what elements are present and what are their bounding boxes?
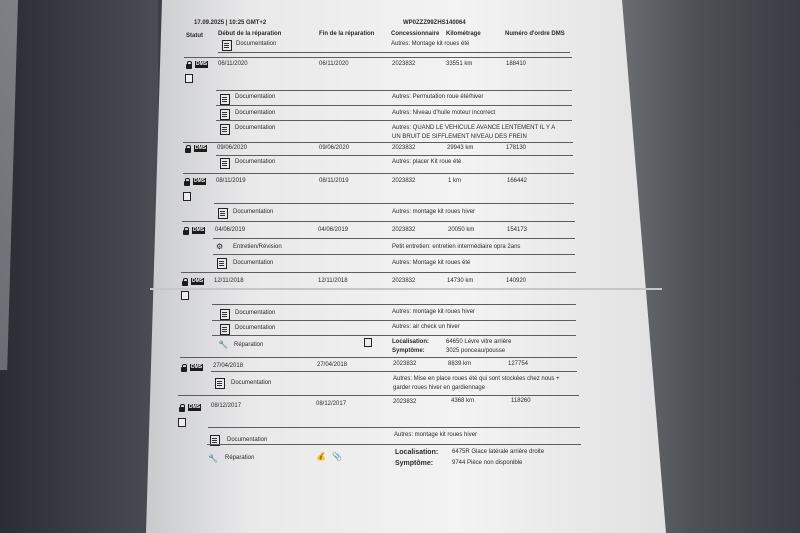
visit-dealer: 2023832 — [392, 61, 416, 67]
row-divider — [216, 120, 572, 121]
paper-fold — [150, 288, 662, 290]
lock-icon — [182, 281, 188, 286]
entry-type: Documentation — [231, 380, 272, 386]
lock-icon — [184, 181, 190, 186]
entry-detail: Autres: montage kit roues hiver — [392, 209, 476, 215]
visit-dealer: 2023832 — [393, 399, 417, 405]
visit-km: 8839 km — [448, 361, 472, 367]
lock-icon — [183, 230, 189, 235]
entry-type: Documentation — [235, 110, 276, 116]
document-icon — [220, 124, 230, 135]
dms-badge: DMS — [195, 145, 207, 151]
symptom-value: 9744 Pièce non disponible — [452, 460, 523, 466]
col-concessionnaire: Concessionnaire — [391, 31, 440, 37]
visit-divider — [184, 57, 572, 58]
lock-icon — [185, 148, 191, 153]
entry-detail-line2: garder roues hiver en gardiennage — [393, 385, 486, 391]
entry-type: Réparation — [225, 455, 255, 461]
row-divider — [207, 444, 581, 445]
visit-divider — [178, 395, 579, 396]
symptom-label: Symptôme: — [395, 460, 434, 467]
col-kilometrage: Kilométrage — [446, 31, 481, 37]
visit-divider — [180, 357, 577, 358]
entry-detail: Autres: placer Kit roue été — [392, 159, 462, 165]
visit-end: 12/11/2018 — [318, 278, 348, 284]
visit-end: 08/12/2017 — [316, 401, 347, 407]
visit-end: 06/11/2020 — [319, 61, 349, 67]
entry-type: Documentation — [235, 94, 276, 100]
visit-dealer: 2023832 — [392, 278, 416, 284]
row-divider — [218, 52, 570, 53]
document-icon — [220, 94, 230, 105]
document-icon — [181, 291, 189, 300]
background-left — [0, 0, 158, 533]
entry-detail: Autres: montage kit roues hiver — [392, 309, 476, 315]
visit-dealer: 2023832 — [392, 227, 416, 233]
document-icon — [220, 158, 230, 169]
row-divider — [213, 254, 575, 255]
entry-type: Documentation — [227, 437, 268, 443]
dms-badge: DMS — [194, 178, 206, 184]
visit-order: 178130 — [506, 145, 527, 151]
entry-type: Documentation — [235, 159, 276, 165]
entry-detail: Autres: Montage kit roues été — [391, 41, 470, 47]
lock-icon — [179, 407, 185, 412]
document-icon — [217, 258, 227, 269]
dms-badge: DMS — [193, 227, 205, 233]
entry-type: Entretien/Révision — [233, 244, 282, 250]
entry-detail: Autres: Niveau d'huile moteur incorrect — [392, 110, 496, 116]
row-divider — [208, 427, 580, 428]
visit-order: 127754 — [508, 361, 529, 367]
wrench-icon: 🔧 — [208, 454, 218, 463]
wrench-icon: 🔧 — [218, 340, 228, 349]
visit-dealer: 2023832 — [392, 178, 416, 184]
visit-start: 08/11/2019 — [216, 178, 246, 184]
visit-order: 118260 — [511, 398, 531, 404]
entry-detail: Autres: Montage kit roues été — [392, 260, 471, 266]
lock-icon — [181, 367, 187, 372]
dms-badge: DMS — [189, 404, 201, 410]
visit-km: 1 km — [448, 178, 462, 184]
entry-type: Documentation — [235, 125, 276, 131]
visit-order: 154173 — [507, 227, 528, 233]
vin-number: WP0ZZZ99ZHS140064 — [403, 20, 466, 26]
entry-detail: Autres: montage kit roues hiver — [394, 432, 478, 438]
entry-detail: Autres: Permutation roue été/hiver — [392, 94, 484, 100]
document-icon — [183, 192, 191, 201]
visit-order: 140920 — [506, 278, 527, 284]
visit-km: 20050 km — [448, 227, 475, 233]
col-fin: Fin de la réparation — [319, 31, 375, 37]
col-numero: Numéro d'ordre DMS — [505, 31, 565, 37]
col-debut: Début de la réparation — [218, 31, 282, 37]
row-divider — [212, 335, 576, 336]
symptom-value: 3025 ponceau/pousse — [446, 348, 506, 354]
entry-type: Réparation — [234, 342, 264, 348]
visit-start: 27/04/2018 — [213, 363, 244, 369]
entry-type: Documentation — [233, 260, 274, 266]
visit-divider — [181, 272, 576, 273]
entry-type: Documentation — [235, 310, 276, 316]
visit-order: 166442 — [507, 178, 528, 184]
location-label: Localisation: — [392, 339, 430, 345]
visit-km: 14730 km — [447, 278, 474, 284]
visit-start: 08/12/2017 — [211, 403, 242, 409]
location-value: 6475R Glace latérale arrière droite — [452, 449, 545, 455]
visit-divider — [182, 221, 575, 222]
row-divider — [212, 304, 576, 305]
visit-end: 09/06/2020 — [319, 145, 350, 151]
document-icon — [218, 208, 228, 219]
document-icon — [222, 40, 232, 51]
visit-start: 06/11/2020 — [218, 61, 248, 67]
entry-type: Documentation — [233, 209, 274, 215]
visit-km: 4368 km — [451, 398, 475, 404]
visit-start: 12/11/2018 — [214, 278, 244, 284]
visit-start: 04/06/2019 — [215, 227, 246, 233]
visit-km: 33551 km — [446, 61, 473, 67]
visit-km: 29943 km — [447, 145, 474, 151]
col-statut: Statut — [186, 33, 203, 39]
lock-icon — [186, 64, 192, 69]
visit-dealer: 2023832 — [392, 145, 416, 151]
visit-end: 27/04/2018 — [317, 362, 348, 368]
print-datetime: 17.09.2025 | 10:25 GMT+2 — [194, 20, 267, 26]
row-divider — [213, 238, 575, 239]
dms-badge: DMS — [196, 61, 208, 67]
visit-order: 188410 — [506, 61, 527, 67]
row-divider — [216, 105, 572, 106]
row-divider — [211, 371, 577, 372]
document-icon — [220, 109, 230, 120]
row-divider — [216, 90, 572, 91]
visit-start: 09/06/2020 — [217, 145, 248, 151]
visit-divider — [183, 142, 573, 143]
document-icon — [220, 324, 230, 335]
location-label: Localisation: — [395, 449, 439, 456]
document-icon — [364, 338, 372, 347]
document-icon — [215, 378, 225, 389]
money-bag-icon: 💰 — [316, 452, 326, 461]
dms-badge: DMS — [191, 364, 203, 370]
gear-icon: ⚙ — [216, 242, 224, 251]
visit-end: 08/11/2019 — [319, 178, 349, 184]
entry-detail: Autres: air check un hiver — [392, 324, 460, 330]
row-divider — [214, 203, 574, 204]
document-icon — [185, 74, 193, 83]
row-divider — [216, 155, 573, 156]
location-value: 64650 Lèvre vitre arrière — [446, 339, 512, 345]
document-icon — [220, 309, 230, 320]
symptom-label: Symptôme: — [392, 348, 425, 354]
entry-detail-line1: Autres: QUAND LE VEHICULE AVANCE LENTEMENT IL Y A — [392, 125, 556, 131]
visit-end: 04/06/2019 — [318, 227, 349, 233]
document-icon — [178, 418, 186, 427]
row-divider — [212, 320, 576, 321]
dms-badge: DMS — [192, 278, 204, 284]
entry-type: Documentation — [235, 325, 276, 331]
entry-type: Documentation — [236, 41, 277, 47]
paperclip-icon: 📎 — [332, 452, 342, 461]
entry-detail: Petit entretien: entretien intermédiaire opra 2ans — [392, 244, 521, 250]
entry-detail-line2: UN BRUIT DE SIFFLEMENT NIVEAU DES FREIN — [392, 134, 527, 140]
entry-detail-line1: Autres: Mise en place roues été qui sont stockées chez nous + — [393, 376, 560, 382]
visit-divider — [183, 173, 574, 174]
visit-dealer: 2023832 — [393, 361, 417, 367]
